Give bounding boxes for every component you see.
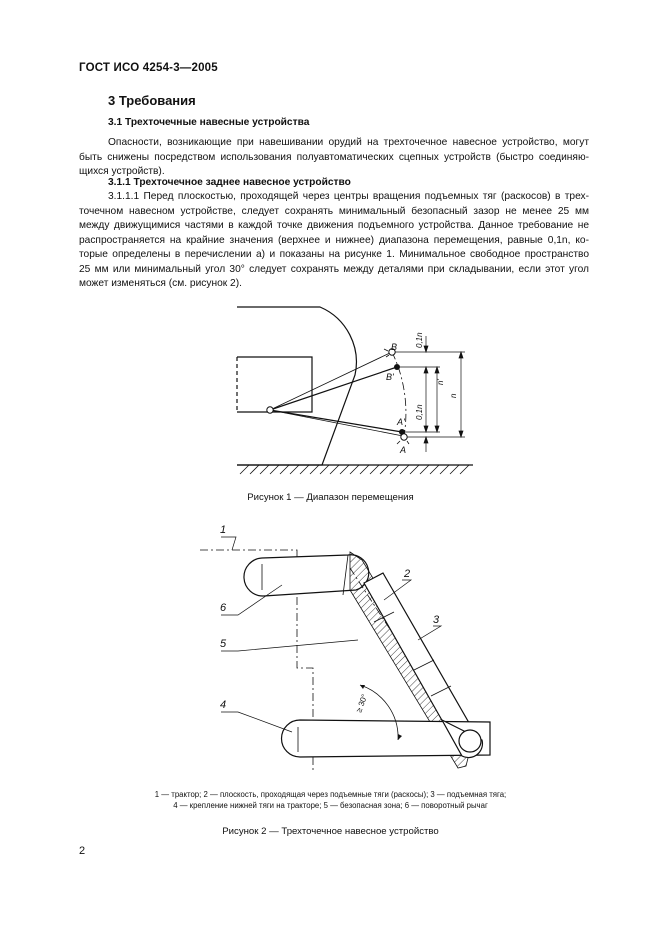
figure-1-diagram — [0, 300, 661, 480]
tractor-inner-rect — [237, 357, 312, 412]
figure-2-legend-line-2: 4 — крепление нижней тяги на тракторе; 5 — безопасная зона; 6 — поворотный рычаг — [173, 801, 488, 810]
label-6: 6 — [220, 602, 227, 614]
intro-line: быть снижены посредством использования полуавтоматических сцепных устройств (быстро соединяю- — [79, 151, 589, 163]
body-line: торые определены в перечислении а) и показаны на рисунке 1. Минимальное свободное пространство — [79, 249, 589, 260]
label-B: B — [391, 342, 398, 352]
label-4: 4 — [220, 699, 227, 711]
document-header: ГОСТ ИСО 4254-3—2005 — [79, 62, 218, 74]
label-1: 1 — [220, 524, 227, 536]
label-B-prime: B' — [386, 372, 394, 382]
intro-line: щихся устройств). — [79, 166, 165, 177]
label-A-prime: A' — [397, 417, 405, 427]
link-pin — [459, 730, 481, 752]
subsubsection-title: 3.1.1 Трехточечное заднее навесное устройство — [108, 177, 351, 188]
subsection-title: 3.1 Трехточечные навесные устройства — [108, 117, 310, 128]
dim-n-label: n — [449, 393, 458, 398]
label-3: 3 — [433, 614, 440, 626]
upper-link — [270, 367, 397, 410]
point-B-prime — [394, 364, 400, 370]
ground-hatching — [240, 465, 469, 474]
dim-mid-label: 0,1n — [415, 404, 424, 420]
body-line: может изменяться (см. рисунок 2). — [79, 278, 242, 289]
point-A — [401, 434, 407, 440]
body-line: 25 мм или минимальный угол 30° следует сохранять между деталями при складывании, если этот угол — [79, 263, 589, 275]
figure-1-caption: Рисунок 1 — Диапазон перемещения — [247, 492, 414, 503]
label-5: 5 — [220, 638, 227, 650]
label-2: 2 — [404, 568, 411, 580]
lower-link — [270, 410, 402, 432]
body-line: точечном навесном устройстве, следует сохранять минимальный безопасный зазор не менее 25 мм — [79, 205, 589, 217]
body-line: 3.1.1.1 Перед плоскостью, проходящей через центры вращения подъемных тяг (раскосов) в трех- — [108, 191, 589, 202]
figure-2-diagram — [0, 518, 661, 780]
intro-line: Опасности, возникающие при навешивании орудий на трехточечное навесное устройство, могут — [108, 137, 589, 148]
dim-n-prime-label: n' — [436, 379, 445, 385]
body-paragraph — [79, 190, 589, 292]
pivot-point — [267, 407, 273, 413]
section-title: 3 Требования — [108, 93, 196, 108]
page-number: 2 — [79, 845, 86, 857]
body-line: между движущимися частями в каждой точке движения подъемного устройства. Данное требование не — [79, 220, 589, 231]
body-line: распространяется на крайние значения (верхнее и нижнее) диапазона перемещения, равные 0,1n, ко- — [79, 234, 589, 246]
tractor-outline — [237, 307, 356, 465]
intro-paragraph — [79, 136, 589, 180]
figure-2-legend-line-1: 1 — трактор; 2 — плоскость, проходящая через подъемные тяги (раскосы); 3 — подъемная тяга; — [154, 790, 507, 799]
dim-top-label: 0,1n — [415, 332, 424, 348]
angle-label: ≥ 30° — [354, 693, 370, 714]
label-A: A — [400, 445, 407, 455]
figure-2-caption: Рисунок 2 — Трехточечное навесное устройство — [222, 826, 439, 837]
